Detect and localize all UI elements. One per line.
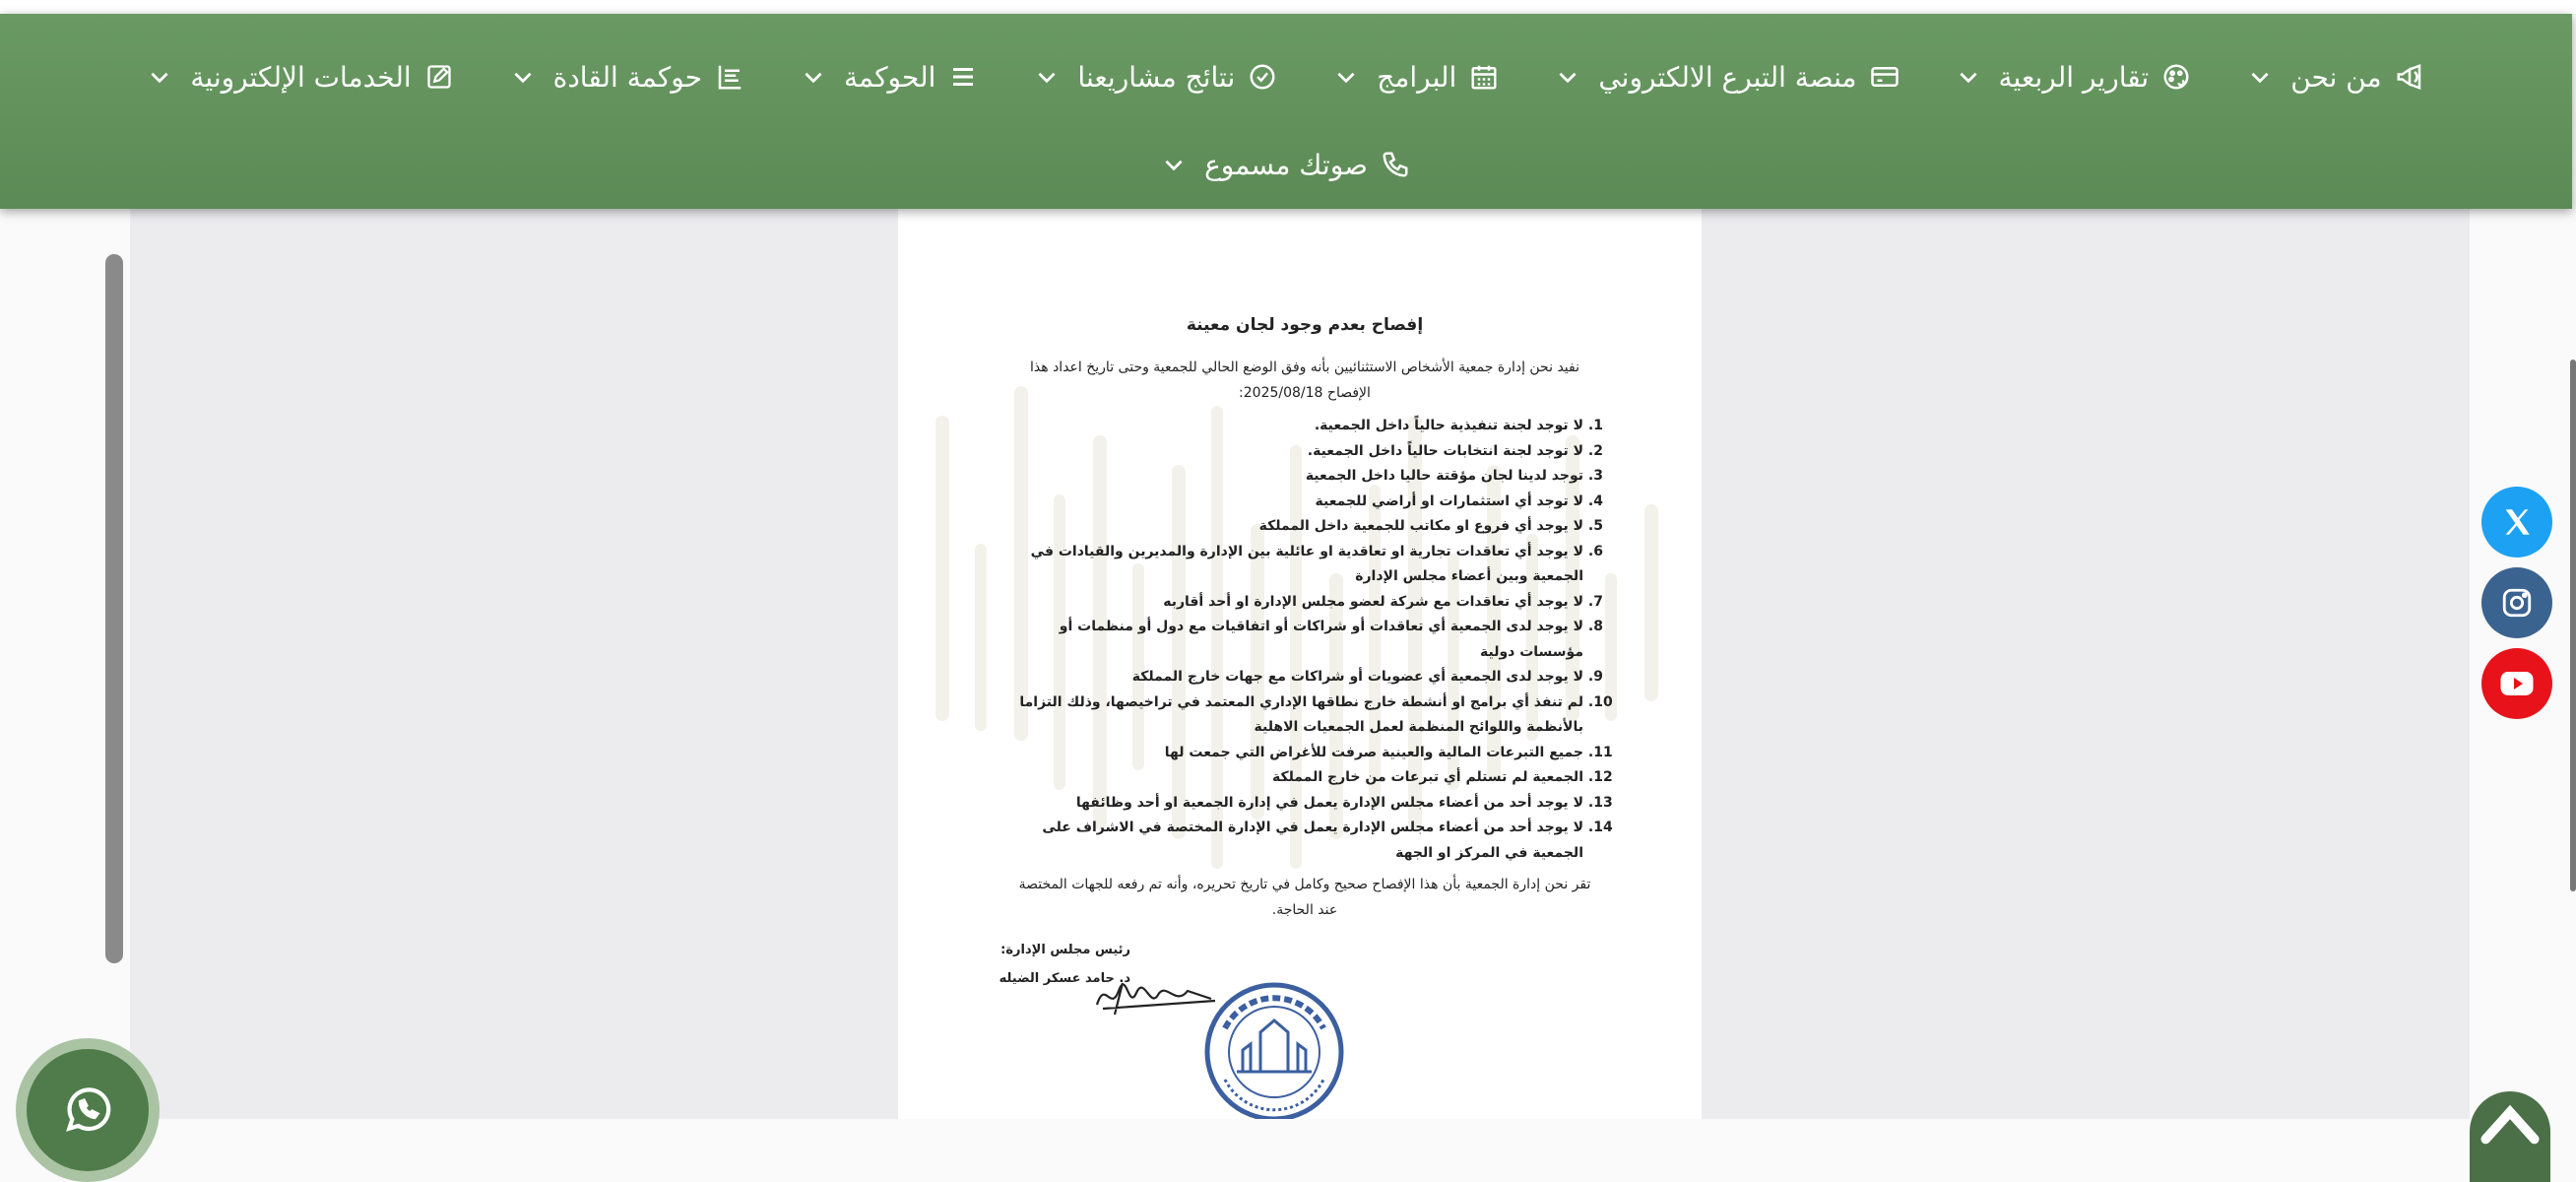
list-item: 7. لا يوجد أي تعاقدات مع شركة لعضو مجلس الإدارة او أحد أقاربه [997,590,1583,616]
document-title: إفصاح بعدم وجود لجان معينة [1186,315,1424,335]
list-item: 11. جميع التبرعات المالية والعينية صرفت للأغراض التي جمعت لها [997,741,1583,766]
nav-label: منصة التبرع الالكتروني [1598,60,1857,94]
chevron-down-icon [1161,152,1187,177]
list-item: 8. لا يوجد لدى الجمعية أي تعاقدات أو شراكات أو اتفاقيات مع دول أو منظمات أو مؤسسات دولية [997,615,1583,665]
instagram-link[interactable] [2481,567,2552,638]
chevron-down-icon [801,64,826,90]
youtube-link[interactable] [2481,648,2552,719]
association-stamp-seal [1203,981,1345,1119]
calendar-icon [1468,61,1500,93]
phone-icon [1380,149,1411,180]
check-circle-icon [1247,61,1278,93]
list-item: 12. الجمعية لم تستلم أي تبرعات من خارج المملكة [997,765,1583,791]
chevron-down-icon [147,64,172,90]
whatsapp-icon [60,1083,115,1138]
nav-label: الخدمات الإلكترونية [190,60,412,94]
nav-label: نتائج مشاريعنا [1077,60,1236,94]
chevron-down-icon [1034,64,1060,90]
list-item: 10. لم تنفذ أي برامج او أنشطة خارج نطاقها الإداري المعتمد في تراخيصها، وذلك التزاما بالأنظمة واللوائح المنظمة لعمل الجمعيات الاهلية [997,690,1583,741]
nav-row-2 [0,129,2572,200]
nav-label: من نحن [2290,60,2382,94]
x-twitter-icon [2500,505,2534,539]
megaphone-icon [2394,61,2425,93]
nav-label: الحوكمة [844,60,936,94]
top-edge [0,0,2576,14]
main-navigation [0,14,2572,209]
list-item: 1. لا توجد لجنة تنفيذية حالياً داخل الجمعية. [997,414,1583,439]
edit-icon [423,61,455,93]
disclosure-list [997,414,1613,866]
page-bottom [0,1119,2576,1182]
chevron-down-icon [1956,64,1981,90]
document-page [898,209,1702,1119]
nav-item-your-voice[interactable] [1161,149,1411,181]
chevron-down-icon [510,64,536,90]
instagram-icon [2500,586,2534,620]
list-item: 2. لا توجد لجنة انتخابات حالياً داخل الجمعية. [997,439,1583,465]
whatsapp-button[interactable] [16,1038,160,1182]
chevron-down-icon [1333,64,1359,90]
list-item: 6. لا يوجد أي تعاقدات تجارية او تعاقدية او عائلية بين الإدارة والمديرين والقيادات في الجمعية وبين أعضاء مجلس الإدارة [997,540,1583,590]
nav-item-governance[interactable] [801,61,979,94]
scroll-to-top-button[interactable] [2470,1091,2550,1182]
disclosure-document [997,315,1613,986]
chevron-up-icon [2478,1097,2543,1149]
viewer-scrollbar[interactable] [105,254,123,963]
list-item: 5. لا يوجد أي فروع او مكاتب للجمعية داخل المملكة [997,514,1583,540]
nav-item-donation-platform[interactable] [1555,61,1900,94]
list-item: 4. لا توجد أي استثمارات او أراضي للجمعية [997,490,1583,515]
whatsapp-button-inner [27,1049,149,1171]
signature-image [1093,971,1221,1020]
chevron-down-icon [2247,64,2273,90]
list-item: 14. لا يوجد أحد من أعضاء مجلس الإدارة يعمل في الإدارة المختصة في الاشراف على الجمعية في المركز او الجهة [997,816,1583,866]
signatory-title: رئيس مجلس الإدارة: [1000,943,1130,957]
list-item: 9. لا يوجد لدى الجمعية أي عضويات أو شراكات مع جهات خارج المملكة [997,665,1583,690]
nav-item-project-results[interactable] [1034,61,1278,94]
nav-label: تقارير الربعية [1998,60,2150,94]
nav-item-leaders-governance[interactable] [510,61,745,94]
list-icon [947,61,979,93]
chart-list-icon [714,61,745,93]
nav-item-e-services[interactable] [147,61,454,94]
chevron-down-icon [1555,64,1580,90]
document-outro: تقر نحن إدارة الجمعية بأن هذا الإفصاح صحيح وكامل في تاريخ تحريره، وأنه تم رفعه للجهات المختصة عند الحاجة. [1018,877,1591,918]
nav-label: صوتك مسموع [1204,148,1368,181]
page-scrollbar[interactable] [2570,360,2576,891]
nav-label: البرامج [1377,60,1457,94]
youtube-icon [2499,669,2535,698]
document-intro: نفيد نحن إدارة جمعية الأشخاص الاستثنائيين بأنه وفق الوضع الحالي للجمعية وحتى تاريخ اعداد هذا الإفصاح 2025/08/18: [1030,360,1579,401]
list-item: 13. لا يوجد أحد من أعضاء مجلس الإدارة يعمل في إدارة الجمعية او أحد وظائفها [997,791,1583,817]
nav-row-1 [0,41,2572,112]
nav-label: حوكمة القادة [552,60,703,94]
signatory-name: د. حامد عسكر الضيله [998,971,1130,986]
twitter-x-link[interactable] [2481,487,2552,558]
nav-item-programs[interactable] [1333,61,1500,94]
credit-card-icon [1869,61,1900,93]
list-item: 3. توجد لدينا لجان مؤقتة حاليا داخل الجمعية [997,464,1583,490]
nav-item-about[interactable] [2247,61,2424,94]
palette-icon [2160,61,2192,93]
nav-item-quarterly-reports[interactable] [1956,61,2193,94]
